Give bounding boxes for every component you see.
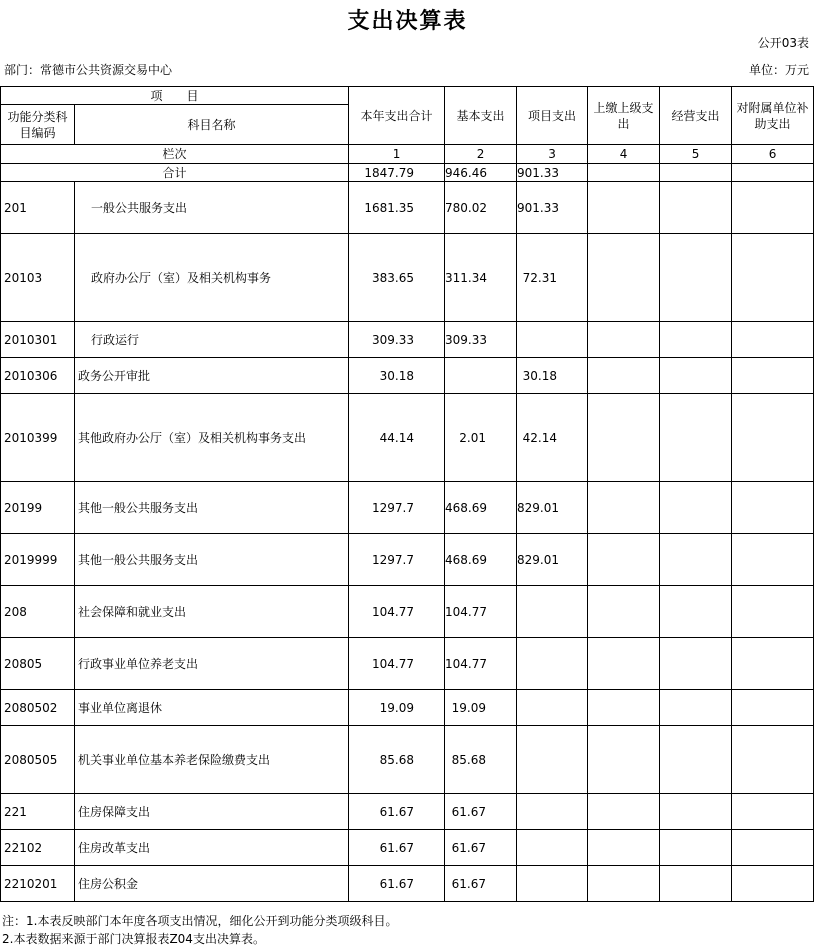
row-code: 221	[1, 794, 75, 830]
row-subsidy	[732, 690, 814, 726]
row-subsidy	[732, 866, 814, 902]
row-total: 104.77	[349, 586, 445, 638]
row-code: 2080502	[1, 690, 75, 726]
row-name: 其他一般公共服务支出	[75, 482, 349, 534]
table-row	[1, 482, 814, 534]
row-name: 其他一般公共服务支出	[75, 534, 349, 586]
row-basic: 468.69	[445, 482, 517, 534]
row-total: 61.67	[349, 866, 445, 902]
row-subsidy	[732, 182, 814, 234]
row-project: 72.31	[517, 234, 588, 322]
row-upper	[588, 234, 660, 322]
row-basic: 19.09	[445, 690, 517, 726]
row-upper	[588, 394, 660, 482]
table-row	[1, 586, 814, 638]
row-total: 309.33	[349, 322, 445, 358]
col-index: 4	[588, 145, 660, 164]
col-index: 3	[517, 145, 588, 164]
row-upper	[588, 358, 660, 394]
row-code: 22102	[1, 830, 75, 866]
project-col-header: 项目支出	[517, 87, 588, 145]
item-header: 项 目	[1, 87, 349, 105]
row-upper	[588, 794, 660, 830]
row-subsidy	[732, 358, 814, 394]
row-subsidy	[732, 830, 814, 866]
table-row	[1, 866, 814, 902]
row-business	[660, 638, 732, 690]
row-total: 1297.7	[349, 482, 445, 534]
row-business	[660, 726, 732, 794]
row-project: 30.18	[517, 358, 588, 394]
row-subsidy	[732, 234, 814, 322]
form-code: 公开03表	[757, 36, 809, 50]
row-name: 社会保障和就业支出	[75, 586, 349, 638]
col-index: 2	[445, 145, 517, 164]
row-subsidy	[732, 482, 814, 534]
total-row	[1, 164, 814, 182]
row-name: 其他政府办公厅（室）及相关机构事务支出	[75, 394, 349, 482]
row-business	[660, 866, 732, 902]
row-name: 事业单位离退休	[75, 690, 349, 726]
expenditure-table	[0, 86, 814, 902]
row-code: 208	[1, 586, 75, 638]
row-total: 61.67	[349, 830, 445, 866]
table-row	[1, 358, 814, 394]
row-subsidy	[732, 794, 814, 830]
table-row	[1, 830, 814, 866]
row-upper	[588, 726, 660, 794]
row-total: 1297.7	[349, 534, 445, 586]
row-business	[660, 234, 732, 322]
row-upper	[588, 866, 660, 902]
row-total: 85.68	[349, 726, 445, 794]
row-code: 20199	[1, 482, 75, 534]
table-title: 支出决算表	[347, 9, 468, 34]
row-business	[660, 394, 732, 482]
code-col-header: 功能分类科目编码	[1, 105, 75, 145]
table-row	[1, 394, 814, 482]
total-value: 1847.79	[349, 164, 445, 182]
row-basic: 311.34	[445, 234, 517, 322]
row-code: 2210201	[1, 866, 75, 902]
row-upper	[588, 586, 660, 638]
row-subsidy	[732, 726, 814, 794]
row-upper	[588, 482, 660, 534]
row-code: 20103	[1, 234, 75, 322]
table-row	[1, 182, 814, 234]
row-total: 61.67	[349, 794, 445, 830]
subsidy-col-header: 对附属单位补助支出	[732, 87, 814, 145]
row-project: 901.33	[517, 182, 588, 234]
col-index: 1	[349, 145, 445, 164]
row-business	[660, 690, 732, 726]
row-name: 政府办公厅（室）及相关机构事务	[75, 234, 349, 322]
row-project	[517, 322, 588, 358]
col-index: 5	[660, 145, 732, 164]
table-row	[1, 638, 814, 690]
row-subsidy	[732, 638, 814, 690]
row-basic: 61.67	[445, 866, 517, 902]
col-index: 6	[732, 145, 814, 164]
row-name: 住房保障支出	[75, 794, 349, 830]
row-total: 30.18	[349, 358, 445, 394]
row-code: 2080505	[1, 726, 75, 794]
row-basic: 468.69	[445, 534, 517, 586]
row-project	[517, 726, 588, 794]
table-row	[1, 726, 814, 794]
row-upper	[588, 638, 660, 690]
unit-label: 单位：万元	[748, 63, 809, 77]
row-business	[660, 322, 732, 358]
department-label: 部门：常德市公共资源交易中心	[4, 63, 173, 77]
project-value: 901.33	[517, 164, 588, 182]
basic-col-header: 基本支出	[445, 87, 517, 145]
row-subsidy	[732, 322, 814, 358]
row-subsidy	[732, 394, 814, 482]
row-project	[517, 830, 588, 866]
total-label: 合计	[1, 164, 349, 182]
business-value	[660, 164, 732, 182]
row-project	[517, 866, 588, 902]
row-business	[660, 794, 732, 830]
upper-col-header: 上缴上级支出	[588, 87, 660, 145]
row-business	[660, 358, 732, 394]
row-code: 20805	[1, 638, 75, 690]
row-name: 机关事业单位基本养老保险缴费支出	[75, 726, 349, 794]
row-business	[660, 182, 732, 234]
row-total: 19.09	[349, 690, 445, 726]
row-name: 行政运行	[75, 322, 349, 358]
row-business	[660, 534, 732, 586]
row-code: 2010301	[1, 322, 75, 358]
row-basic: 61.67	[445, 830, 517, 866]
row-code: 2010306	[1, 358, 75, 394]
row-code: 201	[1, 182, 75, 234]
row-project	[517, 794, 588, 830]
business-col-header: 经营支出	[660, 87, 732, 145]
row-name: 一般公共服务支出	[75, 182, 349, 234]
row-total: 1681.35	[349, 182, 445, 234]
row-project	[517, 586, 588, 638]
footnote-2: 2.本表数据来源于部门决算报表Z04支出决算表。	[2, 932, 265, 946]
row-upper	[588, 322, 660, 358]
row-business	[660, 830, 732, 866]
table-row	[1, 534, 814, 586]
upper-value	[588, 164, 660, 182]
row-code: 2010399	[1, 394, 75, 482]
subsidy-value	[732, 164, 814, 182]
row-subsidy	[732, 586, 814, 638]
name-col-header: 科目名称	[75, 105, 349, 145]
footnote-1: 注：1.本表反映部门本年度各项支出情况，细化公开到功能分类项级科目。	[2, 914, 398, 928]
row-upper	[588, 690, 660, 726]
row-project: 42.14	[517, 394, 588, 482]
row-subsidy	[732, 534, 814, 586]
row-total: 383.65	[349, 234, 445, 322]
row-basic: 85.68	[445, 726, 517, 794]
row-business	[660, 482, 732, 534]
row-upper	[588, 830, 660, 866]
row-basic	[445, 358, 517, 394]
row-index-label: 栏次	[1, 145, 349, 164]
basic-value: 946.46	[445, 164, 517, 182]
row-name: 行政事业单位养老支出	[75, 638, 349, 690]
row-code: 2019999	[1, 534, 75, 586]
table-row	[1, 690, 814, 726]
table-row	[1, 322, 814, 358]
row-basic: 309.33	[445, 322, 517, 358]
total-col-header: 本年支出合计	[349, 87, 445, 145]
row-basic: 104.77	[445, 586, 517, 638]
row-name: 政务公开审批	[75, 358, 349, 394]
row-upper	[588, 182, 660, 234]
row-business	[660, 586, 732, 638]
row-total: 104.77	[349, 638, 445, 690]
row-total: 44.14	[349, 394, 445, 482]
row-basic: 780.02	[445, 182, 517, 234]
row-basic: 61.67	[445, 794, 517, 830]
row-name: 住房改革支出	[75, 830, 349, 866]
row-project	[517, 638, 588, 690]
row-project	[517, 690, 588, 726]
table-row	[1, 794, 814, 830]
row-project: 829.01	[517, 482, 588, 534]
row-project: 829.01	[517, 534, 588, 586]
row-name: 住房公积金	[75, 866, 349, 902]
row-basic: 104.77	[445, 638, 517, 690]
row-basic: 2.01	[445, 394, 517, 482]
table-row	[1, 234, 814, 322]
row-upper	[588, 534, 660, 586]
